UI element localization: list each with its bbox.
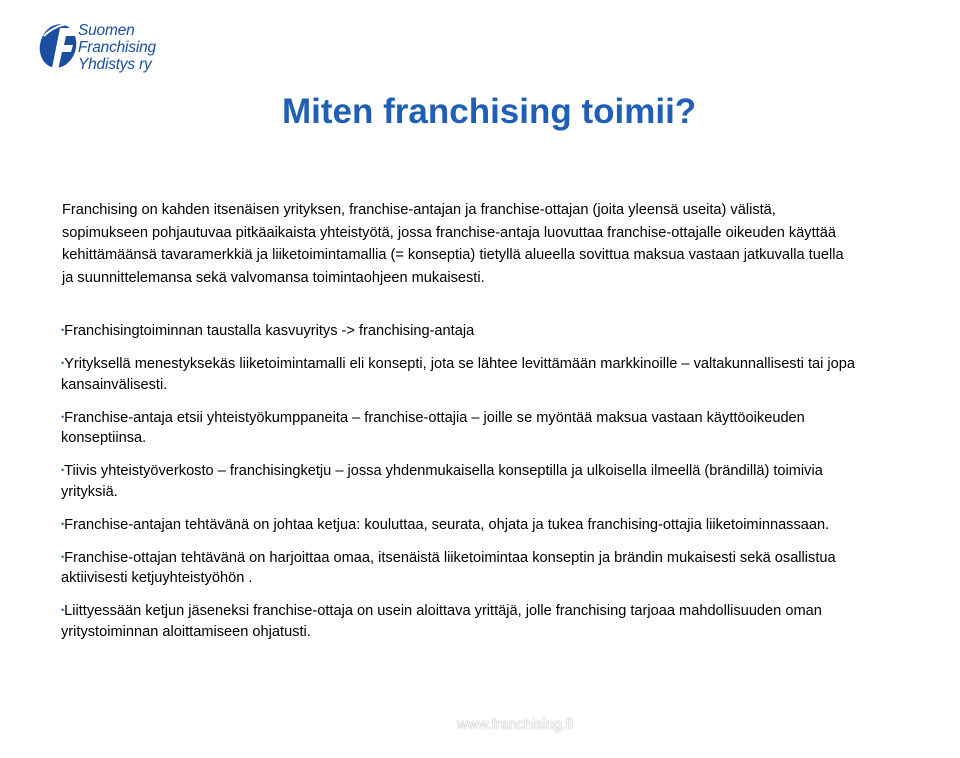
- bullet-item: [61, 460, 881, 502]
- logo-line-2: Franchising: [78, 39, 156, 56]
- bullet-text: Franchise-antaja etsii yhteistyökumppaneita – franchise-ottajia – joille se myöntää maksua vastaan käyttöoikeuden konseptiinsa.: [61, 409, 805, 446]
- bullet-item: [61, 514, 881, 536]
- bullet-dot-icon: •: [61, 358, 65, 368]
- bullet-dot-icon: •: [61, 518, 65, 529]
- bullet-text: Liittyessään ketjun jäseneksi franchise-ottaja on usein aloittava yrittäjä, jolle franchising tarjoaa mahdollisuuden oman yritystoiminnan aloittamiseen ohjatusti.: [61, 603, 822, 640]
- logo: [38, 18, 178, 80]
- bullet-dot-icon: •: [61, 465, 65, 475]
- bullet-dot-icon: •: [61, 605, 65, 615]
- logo-text: [78, 22, 156, 73]
- bullet-text: Franchise-ottajan tehtävänä on harjoittaa omaa, itsenäistä liiketoimintaa konseptin ja brändin mukaisesti sekä osallistua aktiivisesti ketjuyhteistyöhön .: [61, 549, 836, 586]
- bullet-list: [61, 320, 881, 654]
- intro-paragraph: Franchising on kahden itsenäisen yrityksen, franchise-antajan ja franchise-ottajan (joita yleensä useita) välistä, sopimukseen pohjautuvaa pitkäaikaista yhteistyötä, jossa franchise-antaja luovuttaa franchise-ottajalle oikeuden käyttää kehittämäänsä tavaramerkkiä ja liiketoimintamallia (= konseptia) tietyllä alueella sovittua maksua vastaan jatkuvalla tuella ja suunnittelemansa sekä valvomansa toimintaohjeen mukaisesti.: [62, 202, 844, 286]
- franchising-f-logo-icon: [38, 18, 82, 76]
- bullet-item: [61, 600, 881, 642]
- footer-url[interactable]: www.franchising.fi: [457, 717, 574, 733]
- bullet-text: Franchise-antajan tehtävänä on johtaa ketjua: kouluttaa, seurata, ohjata ja tukea franchising-ottajia liiketoiminnassaan.: [64, 516, 830, 533]
- bullet-text: Tiivis yhteistyöverkosto – franchisingketju – jossa yhdenmukaisella konseptilla ja ulkoisella ilmeellä (brändillä) toimivia yrityksiä.: [61, 463, 823, 500]
- bullet-item: [61, 320, 881, 342]
- page-title: Miten franchising toimii?: [282, 92, 697, 131]
- logo-line-1: Suomen: [78, 22, 135, 39]
- bullet-dot-icon: •: [61, 411, 65, 422]
- bullet-dot-icon: •: [61, 551, 65, 562]
- bullet-item: [61, 407, 881, 449]
- bullet-text: Yrityksellä menestyksekäs liiketoimintamalli eli konsepti, jota se lähtee levittämään markkinoille – valtakunnallisesti tai jopa kansainvälisesti.: [61, 356, 856, 393]
- bullet-dot-icon: •: [61, 325, 65, 335]
- bullet-item: [61, 353, 881, 395]
- logo-line-3: Yhdistys ry: [78, 56, 152, 73]
- bullet-item: [61, 547, 881, 589]
- bullet-text: Franchisingtoiminnan taustalla kasvuyritys -> franchising-antaja: [64, 323, 475, 339]
